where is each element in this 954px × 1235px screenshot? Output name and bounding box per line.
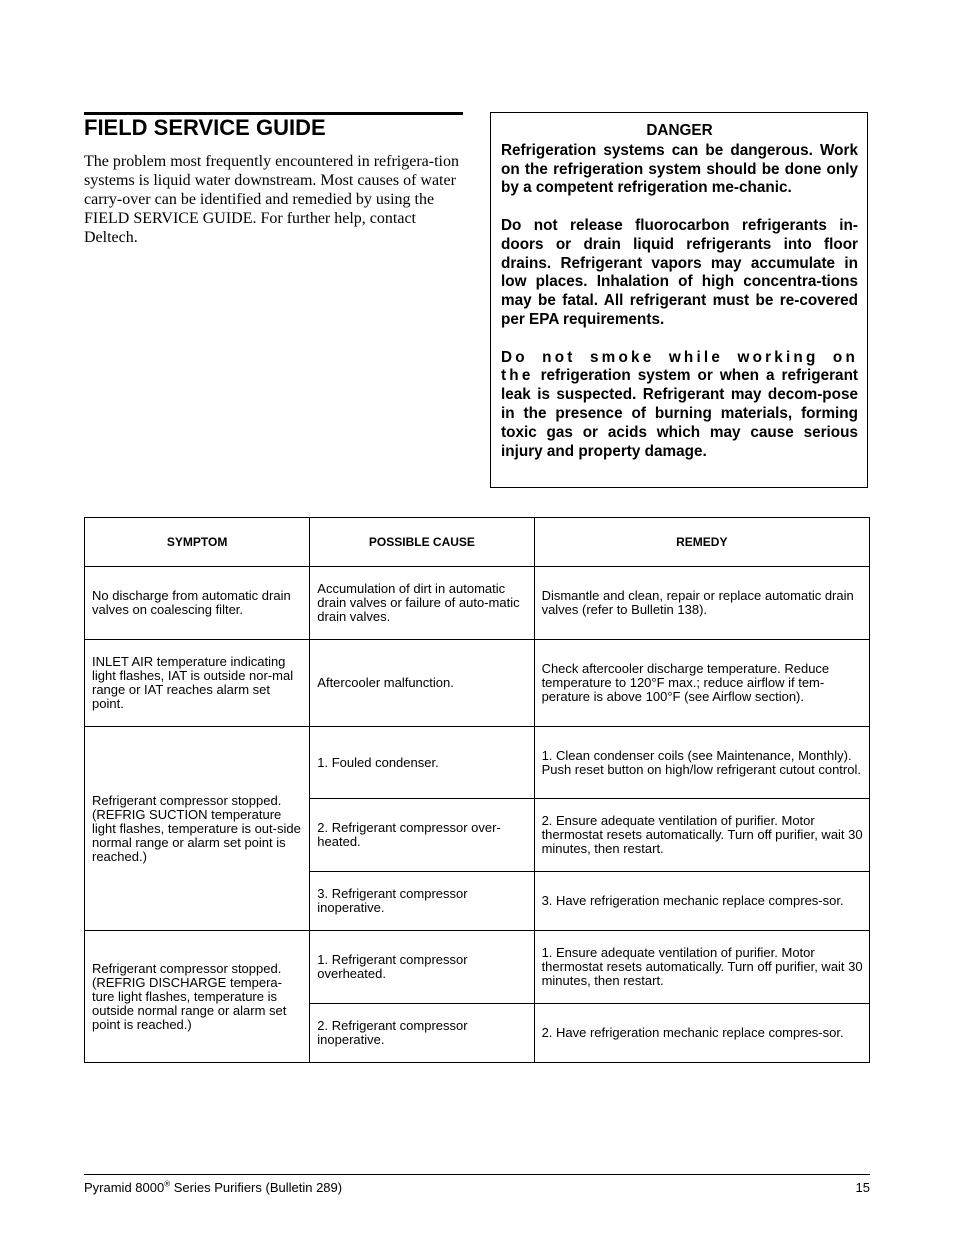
page-footer xyxy=(84,1180,870,1195)
remedy-column-header: REMEDY xyxy=(534,518,869,567)
danger-paragraph-3-rest: refrigeration system or when a refrigerant leak is suspected. Refrigerant may decom-pose in the presence of burning materials, forming toxic gas or acids which may cause serious injury and property damage. xyxy=(501,367,859,460)
field-service-table xyxy=(84,517,870,1063)
cause-cell: 2. Refrigerant compressor inoperative. xyxy=(310,1004,534,1063)
danger-paragraph-1: Refrigeration systems can be dangerous. Work on the refrigeration system should be done only by a competent refrigeration me-chanic. xyxy=(501,141,858,197)
danger-paragraph-2: Do not release fluorocarbon refrigerants in-doors or drain liquid refrigerants into floor drains. Refrigerant vapors may accumulate in low places. Inhalation of high concentra-tions may be fatal. All refrigerant must be re-covered per EPA requirements. xyxy=(501,216,858,328)
table-header-row xyxy=(85,518,870,567)
footer-rule xyxy=(84,1174,870,1175)
symptom-cell: Refrigerant compressor stopped. (REFRIG DISCHARGE tempera-ture light flashes, temperature is outside normal range or alarm set point is reached.) xyxy=(85,931,310,1063)
symptom-column-header: SYMPTOM xyxy=(85,518,310,567)
symptom-cell: INLET AIR temperature indicating light flashes, IAT is outside nor-mal range or IAT reaches alarm set point. xyxy=(85,640,310,727)
danger-paragraph-3 xyxy=(501,349,858,462)
table-row xyxy=(85,931,870,1004)
remedy-cell: 2. Have refrigeration mechanic replace compres-sor. xyxy=(534,1004,869,1063)
danger-heading: DANGER xyxy=(646,122,713,139)
remedy-cell: Dismantle and clean, repair or replace automatic drain valves (refer to Bulletin 138). xyxy=(534,567,869,640)
remedy-cell: 3. Have refrigeration mechanic replace compres-sor. xyxy=(534,872,869,931)
danger-paragraph-3-first-line: Do not smoke while working on the xyxy=(501,348,858,385)
page-number: 15 xyxy=(855,1180,870,1195)
remedy-cell: Check aftercooler discharge temperature. Reduce temperature to 120°F max.; reduce airflow if tem-perature is above 100°F (see Airflow section). xyxy=(534,640,869,727)
remedy-cell: 1. Clean condenser coils (see Maintenance, Monthly). Push reset button on high/low refrigerant cutout control. xyxy=(534,727,869,799)
symptom-cell: Refrigerant compressor stopped. (REFRIG SUCTION temperature light flashes, temperature is out-side normal range or alarm set point is reached.) xyxy=(85,727,310,931)
intro-paragraph: The problem most frequently encountered in refrigera-tion systems is liquid water downstream. Most causes of water carry-over can be identified and remedied by using the FIELD SERVICE GUIDE. For further help, contact Deltech. xyxy=(84,153,459,246)
table-row xyxy=(85,567,870,640)
table-row xyxy=(85,640,870,727)
table-row xyxy=(85,727,870,799)
remedy-cell: 2. Ensure adequate ventilation of purifier. Motor thermostat resets automatically. Turn off purifier, wait 30 minutes, then restart. xyxy=(534,799,869,872)
registered-mark: ® xyxy=(164,1179,171,1189)
footer-title: Series Purifiers (Bulletin 289) xyxy=(170,1180,343,1195)
page-title: FIELD SERVICE GUIDE xyxy=(84,115,326,140)
symptom-cell: No discharge from automatic drain valves on coalescing filter. xyxy=(85,567,310,640)
cause-cell: 3. Refrigerant compressor inoperative. xyxy=(310,872,534,931)
footer-product: Pyramid 8000 xyxy=(84,1180,165,1195)
cause-column-header: POSSIBLE CAUSE xyxy=(310,518,534,567)
cause-cell: Aftercooler malfunction. xyxy=(310,640,534,727)
cause-cell: 2. Refrigerant compressor over-heated. xyxy=(310,799,534,872)
cause-cell: Accumulation of dirt in automatic drain valves or failure of auto-matic drain valves. xyxy=(310,567,534,640)
cause-cell: 1. Refrigerant compressor overheated. xyxy=(310,931,534,1004)
cause-cell: 1. Fouled condenser. xyxy=(310,727,534,799)
danger-box xyxy=(490,112,868,488)
remedy-cell: 1. Ensure adequate ventilation of purifier. Motor thermostat resets automatically. Turn off purifier, wait 30 minutes, then restart. xyxy=(534,931,869,1004)
